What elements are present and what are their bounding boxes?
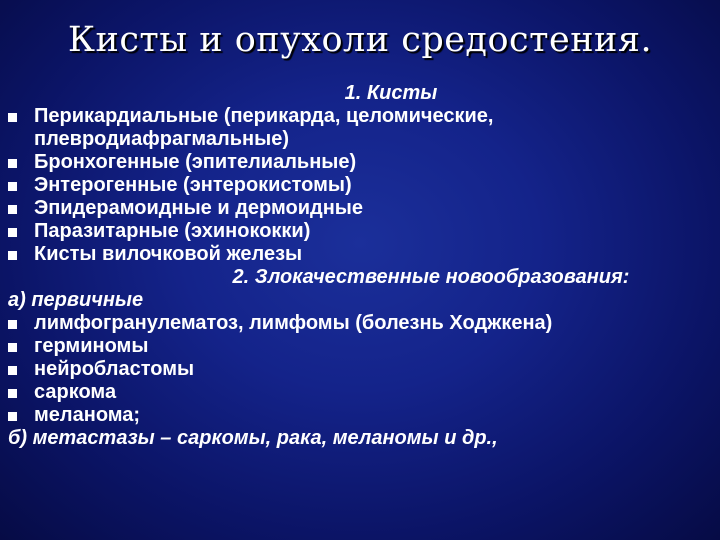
- slide-title: Кисты и опухоли средостения.: [67, 20, 653, 60]
- square-bullet-icon: [8, 251, 17, 260]
- list-item-cyst: Бронхогенные (эпителиальные): [8, 151, 714, 174]
- list-item-cyst: Кисты вилочковой железы: [8, 243, 714, 266]
- list-item-primary: лимфогранулематоз, лимфомы (болезнь Ходжкена): [8, 312, 714, 335]
- metastases-line: б) метастазы – саркомы, рака, меланомы и др.,: [8, 427, 498, 449]
- slide-content: [8, 82, 714, 450]
- section-heading-cysts: 1. Кисты: [344, 82, 438, 104]
- list-item-cyst: Перикардиальные (перикарда, целомические,: [8, 105, 714, 128]
- square-bullet-icon: [8, 412, 17, 421]
- square-bullet-icon: [8, 320, 17, 329]
- square-bullet-icon: [8, 113, 17, 122]
- list-item-primary: герминомы: [8, 335, 714, 358]
- list-item-cyst: Эпидерамоидные и дермоидные: [8, 197, 714, 220]
- square-bullet-icon: [8, 366, 17, 375]
- square-bullet-icon: [8, 389, 17, 398]
- list-item-cyst: Энтерогенные (энтерокистомы): [8, 174, 714, 197]
- square-bullet-icon: [8, 343, 17, 352]
- square-bullet-icon: [8, 205, 17, 214]
- square-bullet-icon: [8, 159, 17, 168]
- list-item-primary: меланома;: [8, 404, 714, 427]
- list-item-cyst-continuation: плевродиафрагмальные): [34, 128, 289, 150]
- list-item-primary: саркома: [8, 381, 714, 404]
- square-bullet-icon: [8, 228, 17, 237]
- list-item-cyst: Паразитарные (эхинококки): [8, 220, 714, 243]
- subheading-primary: а) первичные: [8, 289, 144, 311]
- section-heading-malignant: 2. Злокачественные новообразования:: [232, 266, 630, 288]
- square-bullet-icon: [8, 182, 17, 191]
- list-item-primary: нейробластомы: [8, 358, 714, 381]
